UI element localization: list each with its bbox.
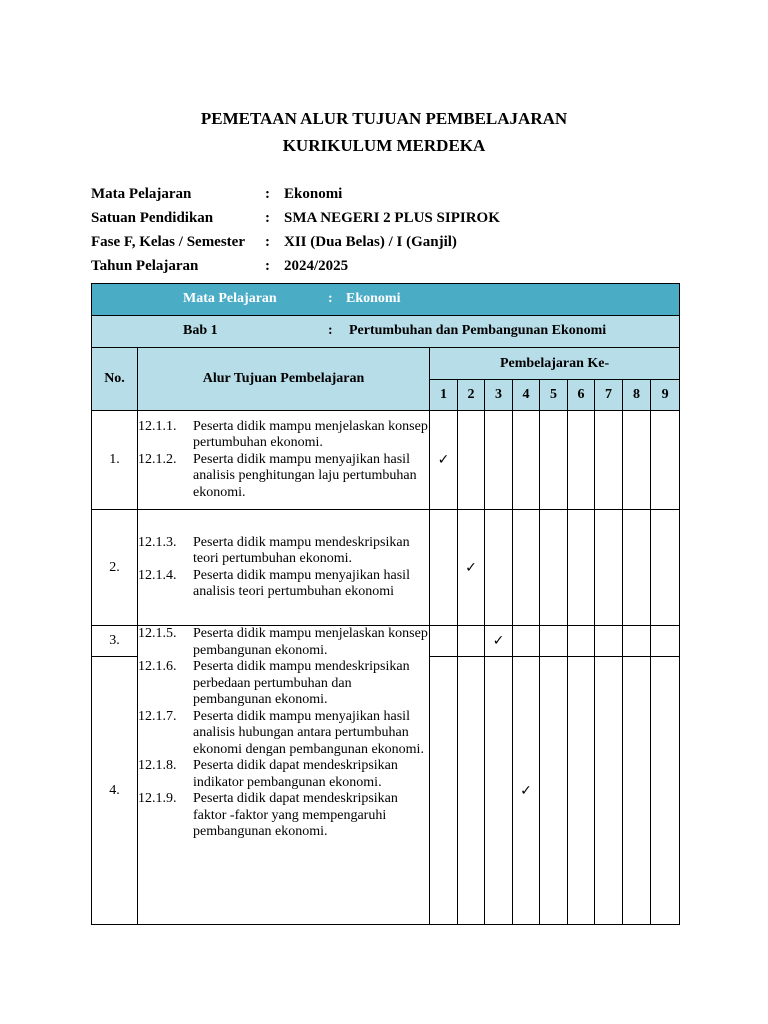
- info-colon: :: [265, 186, 270, 202]
- objective-code: 12.1.9.: [138, 791, 177, 806]
- objective-text: Peserta didik mampu mendeskripsikan teori pertumbuhan ekonomi.: [193, 534, 410, 566]
- table-row: [92, 626, 680, 657]
- subject-header-value: Ekonomi: [346, 291, 401, 306]
- meeting-number: 2: [458, 380, 485, 411]
- info-label: Mata Pelajaran: [91, 186, 192, 202]
- objective-code: 12.1.3.: [138, 534, 177, 550]
- meeting-number: 5: [540, 380, 568, 411]
- objective-text: Peserta didik mampu menyajikan hasil analisis teori pertumbuhan ekonomi: [193, 567, 410, 599]
- meeting-number: 1: [430, 380, 458, 411]
- atp-table: [91, 283, 680, 925]
- check-icon: ✓: [458, 510, 485, 626]
- document-subtitle: KURIKULUM MERDEKA: [282, 136, 486, 155]
- info-colon: :: [265, 210, 270, 226]
- objective-code: 12.1.2.: [138, 451, 177, 467]
- table-row: [92, 510, 680, 626]
- meeting-number: 3: [485, 380, 513, 411]
- objective-code: 12.1.8.: [138, 758, 177, 773]
- row-number: 2.: [92, 510, 138, 626]
- objective-item: [138, 626, 429, 659]
- objective-code: 12.1.1.: [138, 418, 177, 434]
- objective-code: 12.1.5.: [138, 626, 177, 641]
- col-header-no: No.: [92, 348, 138, 411]
- objective-code: 12.1.7.: [138, 708, 177, 724]
- objective-item: [138, 452, 429, 502]
- objective-text: Peserta didik mampu menyajikan hasil analisis penghitungan laju pertumbuhan ekonomi.: [193, 451, 417, 500]
- column-header-row: [92, 348, 680, 380]
- row-number: 3.: [92, 626, 138, 657]
- objective-text: Peserta didik mampu menyajikan hasil analisis hubungan antara pertumbuhan ekonomi dengan pembangunan ekonomi.: [193, 708, 424, 757]
- info-label: Tahun Pelajaran: [91, 258, 199, 274]
- meeting-number: 6: [568, 380, 595, 411]
- row-objectives: [138, 411, 430, 510]
- subject-header-colon: :: [328, 291, 333, 306]
- col-header-atp: Alur Tujuan Pembelajaran: [138, 348, 430, 411]
- objective-item: [138, 659, 429, 709]
- info-colon: :: [265, 234, 270, 250]
- chapter-header-colon: :: [328, 323, 333, 338]
- meeting-number: 4: [513, 380, 540, 411]
- info-value: Ekonomi: [284, 186, 343, 202]
- info-label: Fase F, Kelas / Semester: [91, 234, 245, 250]
- info-value: 2024/2025: [284, 258, 349, 274]
- col-header-meetings: Pembelajaran Ke-: [430, 348, 680, 380]
- chapter-header-label: Bab 1: [183, 323, 218, 338]
- objective-code: 12.1.4.: [138, 567, 177, 583]
- info-value: XII (Dua Belas) / I (Ganjil): [284, 234, 457, 250]
- objective-text: Peserta didik dapat mendeskripsikan indikator pembangunan ekonomi.: [193, 758, 398, 790]
- row-objectives: [138, 510, 430, 626]
- objective-text: Peserta didik mampu mendeskripsikan perbedaan pertumbuhan dan pembangunan ekonomi.: [193, 659, 410, 707]
- meeting-number: 7: [595, 380, 623, 411]
- chapter-header-value: Pertumbuhan dan Pembangunan Ekonomi: [349, 323, 607, 338]
- meeting-number: 8: [623, 380, 651, 411]
- objective-item: [138, 535, 429, 568]
- info-colon: :: [265, 258, 270, 274]
- table-chapter-header: [92, 316, 680, 348]
- table-row: [92, 411, 680, 510]
- row-objectives: [138, 626, 430, 925]
- info-value: SMA NEGERI 2 PLUS SIPIROK: [284, 210, 500, 226]
- check-icon: ✓: [430, 411, 458, 510]
- objective-text: Peserta didik mampu menjelaskan konsep pertumbuhan ekonomi.: [193, 418, 428, 451]
- objective-text: Peserta didik dapat mendeskripsikan faktor -faktor yang mempengaruhi pembangunan ekonomi.: [193, 791, 398, 839]
- objective-text: Peserta didik mampu menjelaskan konsep pembangunan ekonomi.: [193, 626, 428, 658]
- subject-header-label: Mata Pelajaran: [183, 291, 277, 306]
- objective-item: [138, 791, 429, 841]
- objective-item: [138, 758, 429, 791]
- row-number: 4.: [92, 657, 138, 925]
- row-number: 1.: [92, 411, 138, 510]
- table-subject-header: [92, 284, 680, 316]
- check-icon: ✓: [485, 626, 513, 657]
- objective-item: [138, 419, 429, 452]
- objective-item: [138, 709, 429, 759]
- objective-item: [138, 568, 429, 601]
- meeting-number: 9: [651, 380, 680, 411]
- info-label: Satuan Pendidikan: [91, 210, 214, 226]
- check-icon: ✓: [513, 657, 540, 925]
- objective-code: 12.1.6.: [138, 659, 177, 674]
- document-title: PEMETAAN ALUR TUJUAN PEMBELAJARAN: [200, 109, 568, 128]
